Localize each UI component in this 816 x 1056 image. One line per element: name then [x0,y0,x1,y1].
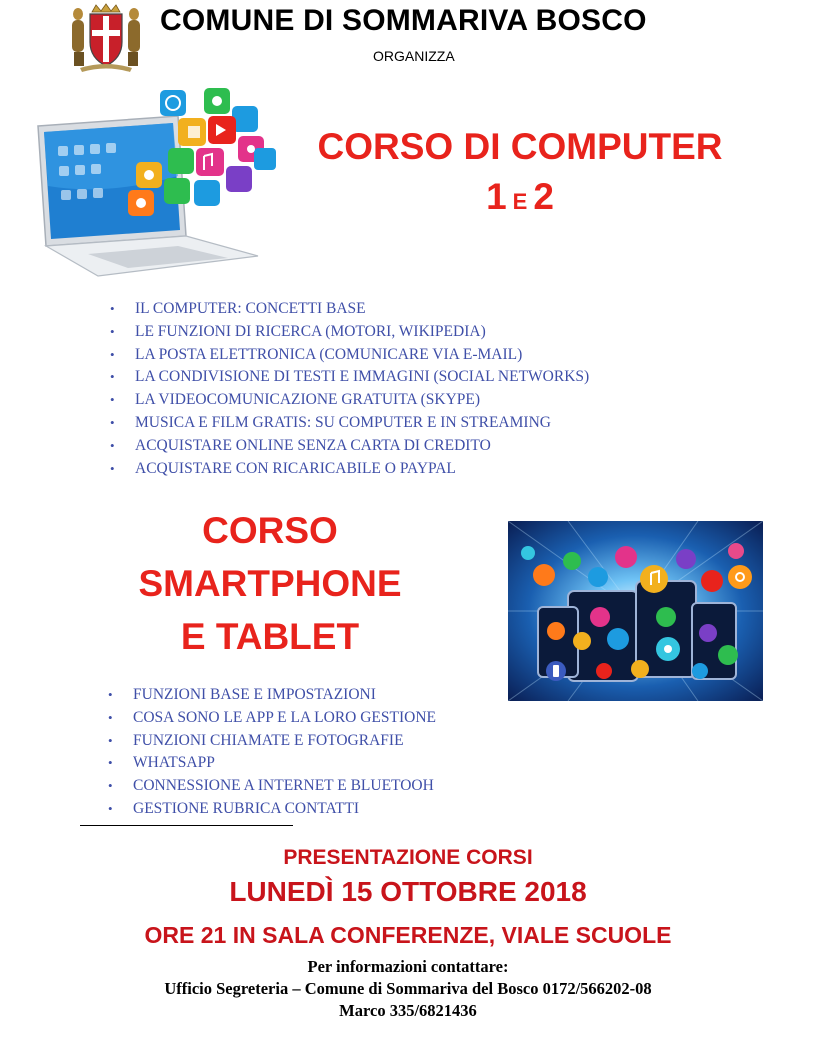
presentation-heading: PRESENTAZIONE CORSI [283,846,533,869]
list-item: • GESTIONE RUBRICA CONTATTI [108,798,436,821]
header-subtitle: ORGANIZZA [373,48,455,64]
list-item: • IL COMPUTER: CONCETTI BASE [110,298,589,321]
course-smartphone-title-line: CORSO [202,510,338,551]
course-level-one: 1 [486,176,507,217]
course-smartphone-title [120,504,420,663]
course-computer-title [300,122,740,227]
list-item: • COSA SONO LE APP E LA LORO GESTIONE [108,707,436,730]
list-item: • LA CONDIVISIONE DI TESTI E IMMAGINI (SOCIAL NETWORKS) [110,366,589,389]
course-smartphone-title-line: SMARTPHONE [138,563,402,604]
laptop-apps-icon [28,86,278,282]
list-item: • CONNESSIONE A INTERNET E BLUETOOH [108,775,436,798]
course-computer-title-text: CORSO DI COMPUTER [317,126,723,167]
header-title: COMUNE DI SOMMARIVA BOSCO [160,4,647,37]
list-item: • FUNZIONI BASE E IMPOSTAZIONI [108,684,436,707]
presentation-place: ORE 21 IN SALA CONFERENZE, VIALE SCUOLE [144,922,672,948]
list-item: • MUSICA E FILM GRATIS: SU COMPUTER E IN STREAMING [110,412,589,435]
contact-person: Marco 335/6821436 [339,1001,477,1020]
course-level-conjunction: E [512,189,528,214]
course-smartphone-title-line: E TABLET [180,616,360,657]
municipal-crest-icon [66,2,146,74]
list-item: • LE FUNZIONI DI RICERCA (MOTORI, WIKIPEDIA) [110,321,589,344]
course-computer-levels [300,172,740,227]
list-item: • ACQUISTARE ONLINE SENZA CARTA DI CREDITO [110,435,589,458]
smartphone-tablet-apps-icon [508,521,763,701]
course-computer-topic-list [110,298,589,480]
presentation-date: LUNEDÌ 15 OTTOBRE 2018 [229,876,587,907]
contact-intro: Per informazioni contattare: [307,957,509,976]
list-item: • WHATSAPP [108,752,436,775]
course-level-two: 2 [533,176,554,217]
contact-office: Ufficio Segreteria – Comune di Sommariva del Bosco 0172/566202-08 [164,979,652,998]
divider [80,825,293,826]
list-item: • LA POSTA ELETTRONICA (COMUNICARE VIA E-MAIL) [110,344,589,367]
course-smartphone-topic-list [108,684,436,821]
list-item: • LA VIDEOCOMUNICAZIONE GRATUITA (SKYPE) [110,389,589,412]
list-item: • ACQUISTARE CON RICARICABILE O PAYPAL [110,458,589,481]
list-item: • FUNZIONI CHIAMATE E FOTOGRAFIE [108,730,436,753]
